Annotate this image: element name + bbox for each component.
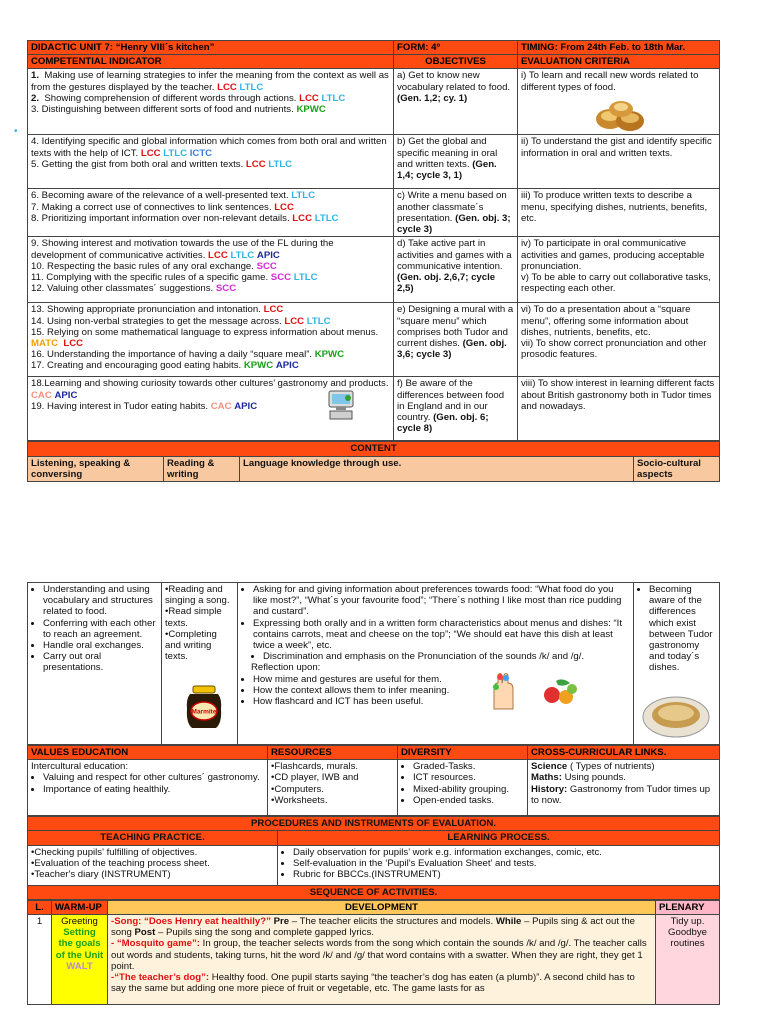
objective-cell: b) Get the global and specific meaning in oral and written texts. (Gen. 1,4; cycle 3, 1) bbox=[394, 135, 518, 189]
indicator-item: 5. Getting the gist from both oral and written texts. LCC LTLC bbox=[31, 158, 293, 170]
indicator-item: 13. Showing appropriate pronunciation and intonation. LCC bbox=[31, 304, 284, 316]
resources-header: RESOURCES bbox=[268, 746, 398, 760]
document-page-1 bbox=[27, 40, 719, 482]
listening-cell: • Understanding and using vocabulary and structures related to food. • Conferring with each other to reach an agreement. • Handle oral exchanges. • Carry out oral presentations. bbox=[28, 583, 162, 745]
objective-cell: f) Be aware of the differences between food in England and in our country. (Gen. obj. 6; cycle 8) bbox=[394, 377, 518, 441]
objective-cell: e) Designing a mural with a “square menu” which comprises both Tudor and current dishes. (Gen. obj. 3,6; cycle 3) bbox=[394, 303, 518, 377]
criteria-cell: viii) To show interest in learning different facts about British gastronomy both in Tudor times and nowadays. bbox=[518, 377, 720, 441]
vegetables-icon bbox=[540, 677, 580, 707]
diversity-header: DIVERSITY bbox=[398, 746, 528, 760]
criteria-cell: ii) To understand the gist and identify specific information in oral and written texts. bbox=[518, 135, 720, 189]
procedures-table bbox=[27, 816, 720, 900]
finger-puppets-icon bbox=[488, 671, 518, 711]
criteria-cell: iii) To produce written texts to describe a menu, specifying dishes, nutrients, benefits, etc. bbox=[518, 189, 720, 237]
cross-curricular-cell: Science ( Types of nutrients) Maths: Using pounds. History: Gastronomy from Tudor times up to now. bbox=[528, 760, 720, 816]
indicators-cell bbox=[28, 237, 394, 303]
content-col-listening: Listening, speaking & conversing bbox=[28, 456, 164, 481]
indicator-item: 10. Respecting the basic rules of any oral exchange. SCC bbox=[31, 260, 277, 272]
indicator-item: 2. Showing comprehension of different words through actions. LCC LTLC bbox=[31, 92, 346, 104]
content-col-language: Language knowledge through use. bbox=[240, 456, 634, 481]
marmite-jar-icon bbox=[184, 685, 224, 731]
criteria-cell: iv) To participate in oral communicative activities and games, producing acceptable pronunciation. v) To be able to carry out collaborative tasks, respecting each other. bbox=[518, 237, 720, 303]
objective-cell: d) Take active part in activities and games with a communicative intention. (Gen. obj. 2,6,7; cycle 2,5) bbox=[394, 237, 518, 303]
indicator-item: 18.Learning and showing curiosity towards other cultures’ gastronomy and products. CAC APIC bbox=[31, 378, 389, 401]
indicator-item: 6. Becoming aware of the relevance of a well-presented text. LTLC bbox=[31, 190, 316, 202]
bullet-marker: • bbox=[14, 126, 18, 137]
competential-indicator-header: COMPETENTIAL INDICATOR bbox=[28, 55, 394, 69]
indicators-cell bbox=[28, 303, 394, 377]
sociocultural-cell: • Becoming aware of the differences which exist between Tudor gastronomy and today´s dishes. bbox=[634, 583, 720, 745]
indicator-item: 7. Making a correct use of connectives to link sentences. LCC bbox=[31, 201, 294, 213]
marmite-label: Marmite bbox=[191, 708, 217, 716]
indicator-item: 8. Prioritizing important information over non-relevant details. LCC LTLC bbox=[31, 212, 339, 224]
indicator-item: 3. Distinguishing between different sorts of food and nutrients. KPWC bbox=[31, 104, 326, 116]
criteria-cell: vi) To do a presentation about a “square menu”, offering some information about dishes, nutrients, benefits, etc. vii) To show correct pronunciation and other prosodic features. bbox=[518, 303, 720, 377]
content-table bbox=[27, 441, 720, 482]
sequence-table bbox=[27, 900, 720, 1005]
resources-cell: •Flashcards, murals. •CD player, IWB and •Computers. •Worksheets. bbox=[268, 760, 398, 816]
indicator-item: 1. Making use of learning strategies to infer the meaning from the context as well as from the gestures displayed by the teacher. LCC LTLC bbox=[31, 70, 389, 93]
objective-cell: c) Write a menu based on another classmate´s presentation. (Gen. obj. 3; cycle 3) bbox=[394, 189, 518, 237]
indicators-cell bbox=[28, 189, 394, 237]
teaching-practice-cell: •Checking pupils' fulfilling of objectives. •Evaluation of the teaching process sheet. •Teacher's diary (INSTRUMENT) bbox=[28, 845, 278, 885]
indicators-cell bbox=[28, 135, 394, 189]
content-col-reading: Reading & writing bbox=[164, 456, 240, 481]
lesson-number: 1 bbox=[28, 915, 52, 1005]
content-band: CONTENT bbox=[28, 442, 720, 456]
language-knowledge-cell: • Asking for and giving information about preferences towards food: “What food do you like most?”, “What´s your favourite food”; “There´s nothing I like most than rice pudding and custard”. • Expressing both orally and in a written form characteristics about menus and dishes: “It contains carrots, meat and cheese on the top”; “We should eat have this dish at least twice a week”, etc. • Discrimination and emphasis on the Pronunciation of the sounds /k/ and /g/. Reflection upon: • How mime and gestures are useful for them. • How the context allows them to infer meaning. • How flashcard and ICT has been useful. bbox=[238, 583, 634, 745]
content-detail-table bbox=[27, 582, 720, 745]
values-resources-table bbox=[27, 745, 720, 816]
indicators-cell bbox=[28, 69, 394, 135]
indicator-item: 15. Relying on some mathematical language to express information about menus. MATC LCC bbox=[31, 326, 379, 350]
learning-process-header: LEARNING PROCESS. bbox=[278, 831, 720, 845]
values-cell: Intercultural education: • Valuing and respect for other cultures´ gastronomy. • Importance of eating healthily. bbox=[28, 760, 268, 816]
reading-cell: •Reading and singing a song. •Read simple texts. •Completing and writing texts. Marmite bbox=[162, 583, 238, 745]
plenary-cell: Tidy up. Goodbye routines bbox=[656, 915, 720, 1005]
song-activity: -Song: “Does Henry eat healthily?” Pre – The teacher elicits the structures and models. While – Pupils sing & act out the song Post – Pupils sing the song and complete gapped lyrics. bbox=[111, 916, 635, 939]
computer-icon bbox=[326, 389, 356, 423]
procedures-band: PROCEDURES AND INSTRUMENTS OF EVALUATION. bbox=[28, 817, 720, 831]
teaching-practice-header: TEACHING PRACTICE. bbox=[28, 831, 278, 845]
form-label: FORM: 4º bbox=[394, 41, 518, 55]
cross-curricular-header: CROSS-CURRICULAR LINKS. bbox=[528, 746, 720, 760]
indicator-item: 19. Having interest in Tudor eating habits. CAC APIC bbox=[31, 400, 258, 412]
document-page-2 bbox=[27, 582, 719, 1005]
criteria-cell: i) To learn and recall new words related to different types of food. bbox=[518, 69, 720, 135]
warmup-cell: Greeting Setting the goals of the Unit WALT bbox=[52, 915, 108, 1005]
indicator-item: 17. Creating and encouraging good eating habits. KPWC APIC bbox=[31, 360, 299, 372]
objective-cell: a) Get to know new vocabulary related to food. (Gen. 1,2; cy. 1) bbox=[394, 69, 518, 135]
pudding-dish-icon bbox=[641, 693, 711, 741]
development-cell bbox=[108, 915, 656, 1005]
teachers-dog-activity: -“The teacher’s dog”: Healthy food. One pupil starts saying “the teacher’s dog has eaten (a plumb)”. A second child has to say the same but adding one more piece of fruit or vegetable, etc. The game lasts for as bbox=[111, 972, 635, 995]
unit-title: DIDACTIC UNIT 7: “Henry VIII´s kitchen” bbox=[28, 41, 394, 55]
sequence-band: SEQUENCE OF ACTIVITIES. bbox=[28, 885, 720, 899]
indicator-item: 12. Valuing other classmates´ suggestions. SCC bbox=[31, 283, 237, 295]
warmup-header: WARM-UP bbox=[52, 900, 108, 914]
values-education-header: VALUES EDUCATION bbox=[28, 746, 268, 760]
objectives-header: OBJECTIVES bbox=[394, 55, 518, 69]
indicator-item: 4. Identifying specific and global information which comes from both oral and written texts with the help of ICT. LCC LTLC ICTC bbox=[31, 136, 387, 159]
indicator-item: 9. Showing interest and motivation towards the use of the FL during the development of communicative activities. LCC LTLC APIC bbox=[31, 238, 334, 261]
diversity-cell: • Graded-Tasks. • ICT resources. • Mixed-ability grouping. • Open-ended tasks. bbox=[398, 760, 528, 816]
unit-plan-table bbox=[27, 40, 720, 441]
lesson-header: L. bbox=[28, 900, 52, 914]
development-header: DEVELOPMENT bbox=[108, 900, 656, 914]
indicator-item: 11. Complying with the specific rules of a specific game. SCC LTLC bbox=[31, 272, 318, 284]
evaluation-criteria-header: EVALUATION CRITERIA bbox=[518, 55, 720, 69]
indicator-item: 14. Using non-verbal strategies to get the message across. LCC LTLC bbox=[31, 315, 331, 327]
learning-process-cell: • Daily observation for pupils’ work e.g. information exchanges, comic, etc. • Self-evaluation in the ‘Pupil's Evaluation Sheet’ and tests. • Rubric for BBCCs.(INSTRUMENT) bbox=[278, 845, 720, 885]
mosquito-activity: - “Mosquito game”: In group, the teacher selects words from the song which contain the sounds /k/ and /g/. The teacher calls out words and students, taking turns, hit the word /k/ and /g/ that word contains with a swatter. When they are right, they get 1 point. bbox=[111, 938, 647, 972]
indicator-item: 16. Understanding the importance of having a daily “square meal”. KPWC bbox=[31, 349, 345, 361]
timing-label: TIMING: From 24th Feb. to 18th Mar. bbox=[518, 41, 720, 55]
content-col-sociocultural: Socio-cultural aspects bbox=[634, 456, 720, 481]
yorkshire-pudding-icon bbox=[594, 97, 648, 133]
plenary-header: PLENARY bbox=[656, 900, 720, 914]
indicators-cell bbox=[28, 377, 394, 441]
